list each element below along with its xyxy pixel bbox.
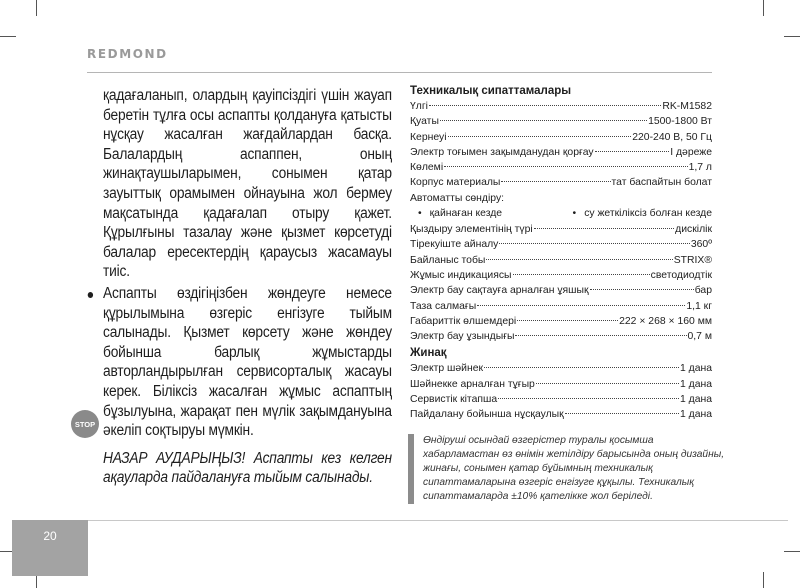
dot-leader (590, 289, 694, 290)
spec-value: светодиодтік (650, 269, 712, 281)
spec-row (410, 268, 712, 283)
spec-value: 1 дана (679, 378, 712, 390)
auto-off-options (410, 206, 712, 222)
specs-title: Техникалық сипаттамалары (410, 85, 572, 97)
spec-row (410, 99, 712, 114)
spec-row (410, 160, 712, 175)
specs-list (410, 222, 712, 344)
spec-row (410, 314, 712, 329)
spec-row (410, 361, 712, 376)
spec-label: Электр шәйнек (410, 363, 484, 375)
auto-off-label: Автоматты сөндіру: (410, 192, 505, 204)
spec-label: Үлгі (410, 101, 428, 112)
spec-label: Электр бау сақтауға арналған ұяшық (410, 285, 589, 297)
dot-leader (477, 305, 685, 306)
warning-text: НАЗАР АУДАРЫҢЫЗ! Аспапты кез келген ақауларда пайдалануға тыйым салынады. (103, 449, 392, 487)
spec-value: 1,7 л (688, 162, 712, 174)
disclaimer-note: Өндіруші осындай өзгерістер туралы қосымша хабарламастан өз өнімін жетілдіру барысында оның дизайны, жинағы, сонымен қатар бұйымның техникалық сипаттамаларына өзгеріс енгізуге құқылы. Техникалық сипаттамаларда ±10% қателікке жол беріледі. (408, 434, 731, 504)
spec-row (410, 145, 712, 160)
spec-label: Байланыс тобы (410, 254, 486, 266)
spec-label: Таза салмағы (410, 300, 477, 312)
footer-rule (88, 520, 788, 521)
crop-mark (763, 0, 764, 16)
dot-leader (536, 383, 679, 384)
brand-logo: REDMOND (87, 47, 168, 61)
crop-mark (784, 36, 800, 37)
left-column (103, 86, 392, 488)
dot-leader (513, 274, 650, 275)
auto-off-option: • су жеткіліксіз болған кезде (573, 206, 712, 222)
spec-label: Көлемі (410, 162, 444, 174)
spec-value: 0,7 м (687, 331, 712, 343)
spec-row (410, 329, 712, 344)
spec-value: 1 дана (679, 363, 712, 375)
dot-leader (429, 105, 661, 106)
dot-leader (534, 228, 674, 229)
spec-row (410, 407, 712, 422)
paragraph-text: қадағаланып, олардың қауіпсіздігі үшін жауап беретін тұлға осы аспапты қолдануға қатысты нұсқау жасалған жағдайлардан басқа. Балалардың аспаппен, оның жинақтаушыларымен, сонымен қатар зауыттық орамымен ойнауына жол бермеу мақсатында қадағалап отыру қажет. Құрылғыны тазалау және қызмет көрсетуді балалар ересектердің қараусыз жасамауы тиіс. (103, 87, 392, 281)
page-number-box (12, 520, 88, 576)
bullet-icon (88, 292, 93, 298)
kit-title: Жинақ (410, 347, 447, 360)
spec-value: RK-M1582 (662, 101, 712, 112)
crop-mark (763, 572, 764, 588)
dot-leader (517, 320, 618, 321)
spec-value: 360º (690, 239, 712, 251)
bullet-text: Аспапты өздігіңізбен жөндеуге немесе құрылымына өзгеріс енгізуге тыйым салынады. Қызмет көрсету және жөндеу бойынша барлық жұмыстарды авторландырылған сервисорталық жасауы керек. Біліксіз жасалған жұмыс аспаптың бұзылуына, жарақат пен мүлік зақымдануына әкеліп соқтыруы мүмкін. (103, 284, 392, 440)
spec-row (410, 237, 712, 252)
spec-value: бар (694, 285, 712, 297)
spec-row (410, 130, 712, 145)
spec-row (410, 283, 712, 298)
spec-label: Корпус материалы (410, 177, 501, 189)
spec-value: 1500-1800 Вт (648, 116, 712, 128)
crop-mark (36, 0, 37, 16)
specs-column (410, 84, 712, 423)
dot-leader (484, 367, 679, 368)
dot-leader (498, 398, 679, 399)
spec-label: Тірекуіште айналу (410, 239, 499, 251)
spec-value: 1 дана (679, 394, 712, 406)
dot-leader (501, 181, 610, 182)
dot-leader (444, 166, 687, 167)
spec-label: Жұмыс индикациясы (410, 269, 512, 281)
spec-row (410, 299, 712, 314)
dot-leader (595, 151, 670, 152)
dot-leader (499, 243, 689, 244)
stop-icon: STOP (71, 410, 99, 438)
spec-label: Қыздыру элементінің түрі (410, 224, 533, 236)
spec-row (410, 392, 712, 407)
spec-label: Электр бау ұзындығы (410, 331, 515, 343)
crop-mark (0, 36, 16, 37)
spec-value: 1,1 кг (686, 300, 712, 312)
spec-value: I дәреже (670, 146, 712, 158)
page-number: 20 (43, 529, 57, 543)
spec-label: Кернеуі (410, 131, 447, 143)
spec-label: Пайдалану бойынша нұсқаулық (410, 409, 564, 421)
spec-value: дискілік (675, 224, 712, 236)
spec-row (410, 253, 712, 268)
spec-label: Шәйнекке арналған тұғыр (410, 378, 535, 390)
dot-leader (565, 413, 679, 414)
spec-row (410, 175, 712, 190)
spec-label: Сервистік кітапша (410, 394, 498, 406)
specs-list (410, 99, 712, 191)
spec-value: 222 × 268 × 160 мм (619, 315, 712, 327)
dot-leader (515, 335, 686, 336)
spec-row (410, 114, 712, 129)
spec-row (410, 377, 712, 392)
header-rule (87, 72, 712, 73)
spec-row (410, 222, 712, 237)
kit-list (410, 361, 712, 422)
spec-value: STRIX® (673, 254, 712, 266)
spec-value: 220-240 В, 50 Гц (632, 131, 712, 143)
dot-leader (448, 136, 632, 137)
dot-leader (486, 259, 672, 260)
auto-off-option: • қайнаған кезде (418, 206, 502, 222)
dot-leader (440, 120, 647, 121)
crop-mark (784, 551, 800, 552)
spec-label: Габариттік өлшемдері (410, 315, 517, 327)
spec-label: Электр тоғымен зақымданудан қорғау (410, 146, 594, 158)
bullet-item (103, 284, 392, 441)
spec-label: Қуаты (410, 116, 439, 128)
spec-value: тат баспайтын болат (611, 177, 712, 189)
spec-value: 1 дана (679, 409, 712, 421)
